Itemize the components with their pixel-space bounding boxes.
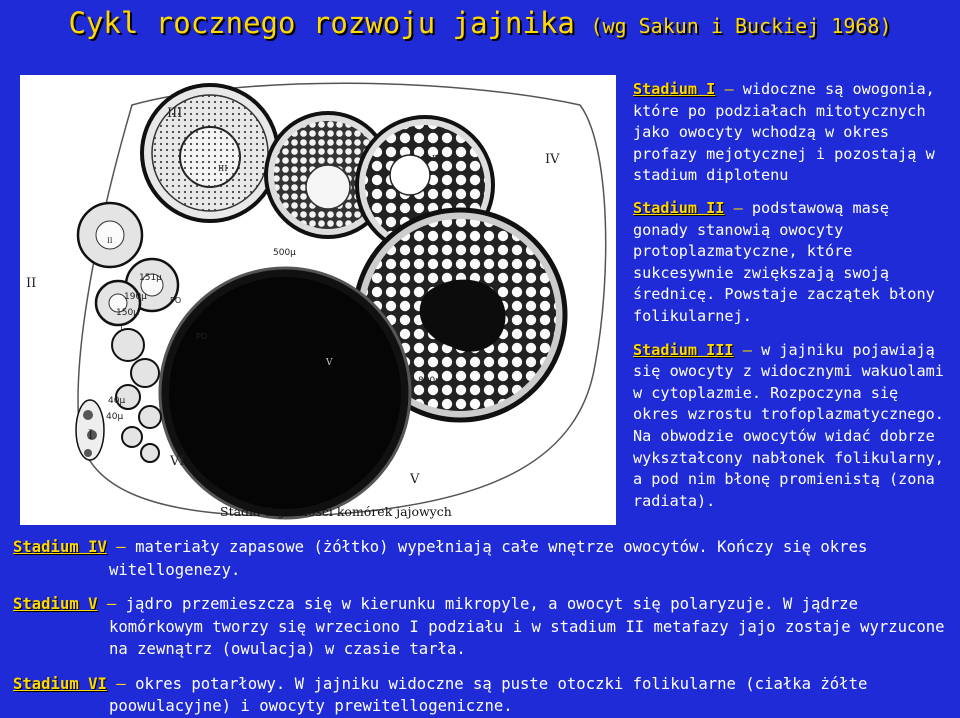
scale-190: 190μ xyxy=(124,292,147,302)
stage-ii-text: podstawową masę gonady stanowią owocyty protoplazmatyczne, które sukcesywnie zwiększają swoją średnicę. Powstaje zaczątek błony folikularnej. xyxy=(633,198,935,325)
stage-iii-text: w jajniku pojawiają się owocyty z widocznymi wakuolami w cytoplazmie. Rozpoczyna się okres wzrostu trofoplazmatycznego. Na obwodzie owocytów widać dobrze wykształcony nabłonek folikularny, a pod nim błonę promienistą (zona radiata). xyxy=(633,340,944,510)
stage-v-paragraph: Stadium V – jądro przemieszcza się w kierunku mikropyle, a owocyt się polaryzuje. W jądrze komórkowym tworzy się wrzeciono I podziału i w stadium II metafazy jajo zostaje wyrzucone na zewnątrz (owulacja) w czasie tarła. xyxy=(13,595,945,658)
stage-iv-paragraph: Stadium IV – materiały zapasowe (żółtko) wypełniają całe wnętrze owocytów. Kończy się okres witellogenezy. xyxy=(13,538,868,579)
page-title xyxy=(0,6,960,40)
stage-vi-text: okres potarłowy. W jajniku widoczne są puste otoczki folikularne (ciałka żółte poowulacyjne) i owocyty prewitellogeniczne. xyxy=(109,674,868,715)
scale-800: 800μ xyxy=(418,376,441,386)
oocyte-stages-micrograph xyxy=(20,75,616,525)
scale-500: 500μ xyxy=(273,248,296,258)
label-iv-inner: IV xyxy=(432,154,441,163)
title-source: (wg Sakun i Buckiej 1968) xyxy=(590,14,892,38)
stage-iv-text: materiały zapasowe (żółtko) wypełniają całe wnętrze owocytów. Kończy się okres witellogenezy. xyxy=(109,538,868,579)
label-v-inner: V xyxy=(326,358,333,368)
stage-descriptions-bottom xyxy=(13,536,953,718)
stage-v-text: jądro przemieszcza się w kierunku mikropyle, a owocyt się polaryzuje. W jądrze komórkowym tworzy się wrzeciono I podziału i w stadium II metafazy jajo zostaje wyrzucone na zewnątrz (owulacja) w czasie tarła. xyxy=(109,595,945,658)
label-v: V xyxy=(410,472,420,487)
stage-vi-paragraph: Stadium VI – okres potarłowy. W jajniku widoczne są puste otoczki folikularne (ciałka żółte poowulacyjne) i owocyty prewitellogeniczne. xyxy=(13,674,868,715)
oocyte-stage-v-mature xyxy=(160,268,410,518)
scale-151: 151μ xyxy=(139,273,162,283)
label-ii: II xyxy=(26,276,37,291)
stage-descriptions-right xyxy=(633,79,951,524)
stage-iii-label: Stadium III xyxy=(633,340,734,359)
oocyte-stage-iii xyxy=(142,85,278,221)
marker-po-1: PO xyxy=(170,296,182,305)
stage-v-label: Stadium V xyxy=(13,595,98,613)
stage-iv-label: Stadium IV xyxy=(13,538,107,556)
label-i-inner: I xyxy=(120,325,123,333)
scale-40a: 40μ xyxy=(108,396,126,406)
label-i: I xyxy=(88,428,94,443)
scale-40b: 40μ xyxy=(106,412,124,422)
stage-i-label: Stadium I xyxy=(633,80,716,98)
marker-po-2: PO xyxy=(196,332,208,341)
label-iii: III xyxy=(167,106,183,121)
title-main: Cykl rocznego rozwoju jajnika xyxy=(68,6,575,40)
stage-ii-label: Stadium II xyxy=(633,198,725,217)
stage-i-text: widoczne są owogonia, które po podziałach mitotycznych jako owocyty wchodzą w okres profazy mejotycznej i pozostają w stadium diplotenu xyxy=(633,80,935,185)
label-vi: VI xyxy=(170,454,185,469)
stage-iii-paragraph: Stadium III – w jajniku pojawiają się owocyty z widocznymi wakuolami w cytoplazmie. Rozpoczyna się okres wzrostu trofoplazmatycznego. Na obwodzie owocytów widać dobrze wykształcony nabłonek folikularny, a pod nim błonę promienistą (zona radiata). xyxy=(633,340,944,510)
figure-caption: Stadia dojrzałości komórek jajowych xyxy=(220,504,452,519)
label-iii-inner: III xyxy=(218,164,228,173)
stage-i-paragraph: Stadium I – widoczne są owogonia, które po podziałach mitotycznych jako owocyty wchodzą w okres profazy mejotycznej i pozostają w stadium diplotenu xyxy=(633,80,935,185)
stage-vi-label: Stadium VI xyxy=(13,674,107,693)
label-ii-inner: II xyxy=(107,237,113,245)
stage-ii-paragraph: Stadium II – podstawową masę gonady stanowią owocyty protoplazmatyczne, które sukcesywnie zwiększają swoją średnicę. Powstaje zaczątek błony folikularnej. xyxy=(633,198,935,325)
scale-150: 150μ xyxy=(116,308,139,318)
label-iv: IV xyxy=(545,152,560,167)
